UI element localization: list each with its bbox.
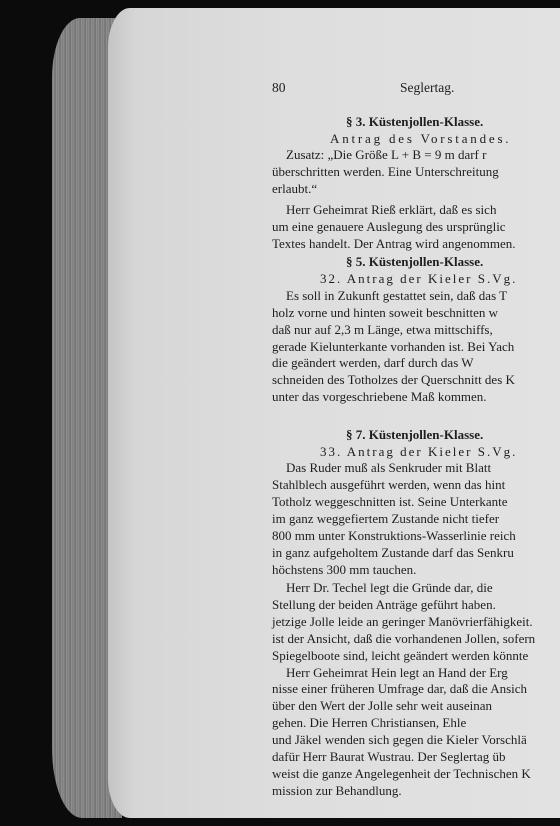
text-line: schneiden des Totholzes der Querschnitt des K <box>272 372 515 388</box>
text-line: Herr Dr. Techel legt die Gründe dar, die <box>286 580 493 596</box>
text-line: unter das vorgeschriebene Maß kommen. <box>272 389 487 405</box>
section-subheading: 32. Antrag der Kieler S.Vg. <box>320 271 518 287</box>
text-line: mission zur Behandlung. <box>272 782 402 798</box>
text-line: gerade Kielunterkante vorhanden ist. Bei Yach <box>272 338 515 354</box>
text-line: Zusatz: „Die Größe L + B = 9 m darf r <box>286 147 487 163</box>
text-line: Stahlblech ausgeführt werden, wenn das hint <box>272 477 506 493</box>
text-line: nisse einer früheren Umfrage dar, daß die Ansich <box>272 681 528 697</box>
text-line: Herr Geheimrat Rieß erklärt, daß es sich <box>286 201 497 217</box>
text-line: erlaubt.“ <box>272 181 318 197</box>
text-line: daß nur auf 2,3 m Länge, etwa mittschiffs, <box>272 321 493 337</box>
text-line: und Jäkel wenden sich gegen die Kieler Vorschlä <box>272 732 527 747</box>
section-subheading: 33. Antrag der Kieler S.Vg. <box>320 443 518 459</box>
running-title: Seglertag. <box>400 80 455 95</box>
text-line: 800 mm unter Konstruktions-Wasserlinie reich <box>272 527 516 543</box>
text-line: Es soll in Zukunft gestattet sein, daß das T <box>286 288 508 303</box>
section-heading: § 5. Küstenjollen-Klasse. <box>346 254 484 270</box>
book-page <box>108 8 560 818</box>
section-subheading: Antrag des Vorstandes. <box>330 130 512 146</box>
text-line: höchstens 300 mm tauchen. <box>272 561 417 577</box>
text-line: Textes handelt. Der Antrag wird angenommen. <box>272 235 516 251</box>
text-line: die geändert werden, darf durch das W <box>272 355 474 371</box>
text-line: dafür Herr Baurat Wustrau. Der Seglertag üb <box>272 748 506 764</box>
text-line: Totholz weggeschnitten ist. Seine Unterkante <box>272 494 508 509</box>
text-line: überschritten werden. Eine Unterschreitung <box>272 164 499 180</box>
text-line: Stellung der beiden Anträge geführt haben. <box>272 597 496 613</box>
section-heading: § 3. Küstenjollen-Klasse. <box>346 113 484 129</box>
text-line: jetzige Jolle leide an geringer Manövrierfähigkeit. <box>272 613 533 629</box>
text-line: gehen. Die Herren Christiansen, Ehle <box>272 715 467 731</box>
page-number: 80 <box>272 80 286 95</box>
text-line: über den Wert der Jolle sehr weit auseinan <box>272 698 492 714</box>
text-line: um eine genauere Auslegung des ursprünglic <box>272 218 506 234</box>
text-line: ist der Ansicht, daß die vorhandenen Jollen, sofern <box>272 630 536 646</box>
text-line: Herr Geheimrat Hein legt an Hand der Erg <box>286 664 508 680</box>
text-line: in ganz aufgeholtem Zustande darf das Senkru <box>272 544 514 560</box>
text-line: weist die ganze Angelegenheit der Technischen K <box>272 765 531 781</box>
text-line: Spiegelboote sind, leicht geändert werden könnte <box>272 647 529 663</box>
section-heading: § 7. Küstenjollen-Klasse. <box>346 426 484 442</box>
text-line: Das Ruder muß als Senkruder mit Blatt <box>286 460 492 476</box>
text-line: holz vorne und hinten soweit beschnitten w <box>272 304 499 320</box>
text-line: im ganz weggefiertem Zustande nicht tiefer <box>272 510 500 526</box>
